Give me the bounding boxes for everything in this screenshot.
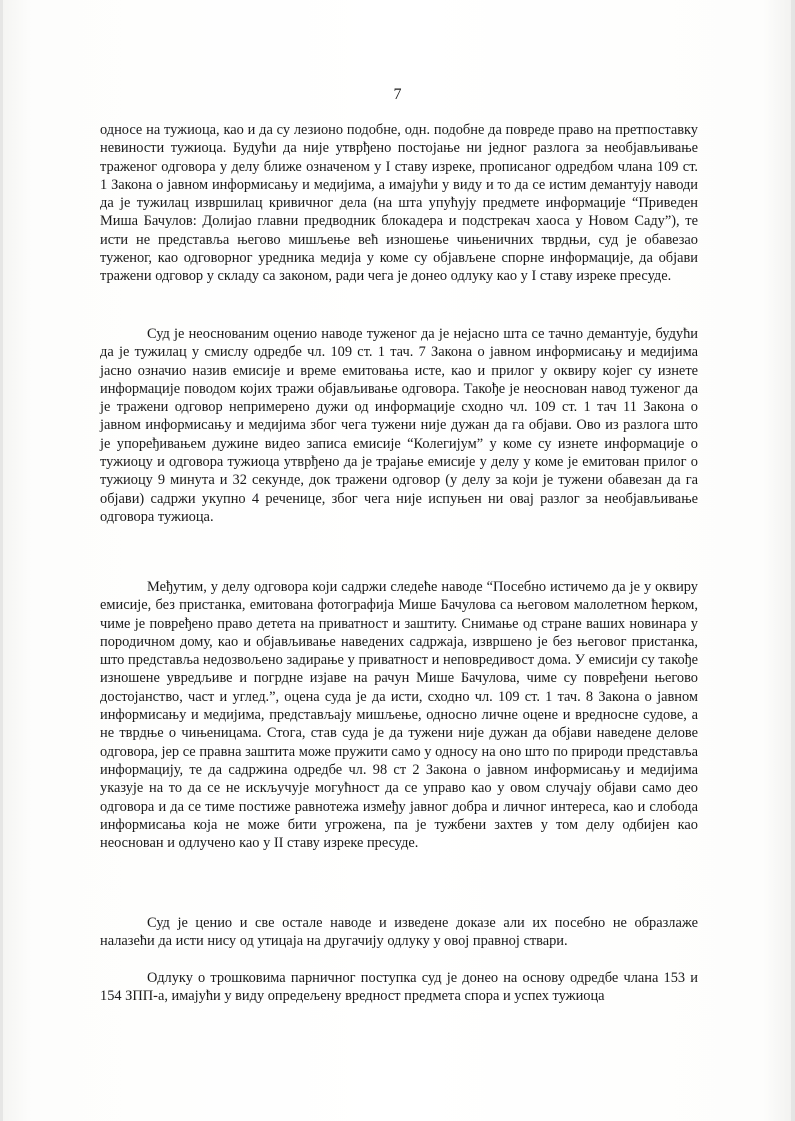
paragraph-1: односе на тужиоца, као и да су лезионо подобне, одн. подобне да повреде право на претпоставку невиности тужиоца. Будући да није утврђено постојање ни једног разлога за необјављивање траженог одговора у делу ближе означеном у I ставу изреке, прописаног одредбом члана 109 ст. 1 Закона о јавном информисању и медијима, а имајући у виду и то да се истим демантују наводи да је тужилац извршилац кривичног дела (на шта упућују предмете информације “Приведен Миша Бачулов: Долијао главни предводник блокадера и подстрекач хаоса у Новом Саду”), те исти не представља његово мишљење већ изношење чињеничних тврдњи, суд је обавезао туженог, као одговорног уредника медија у коме су објављене спорне информације, да објави тражени одговор у складу са законом, ради чега је донео одлуку као у I ставу изреке пресуде. [100, 122, 698, 285]
paragraph-5: Одлуку о трошковима парничног поступка суд је донео на основу одредбе члана 153 и 154 ЗПП-а, имајући у виду опредељену вредност предмета спора и успех тужиоца [100, 970, 698, 1005]
scan-edge-right [791, 0, 795, 1121]
page-number: 7 [393, 86, 402, 103]
scan-edge-left [0, 0, 3, 1121]
paragraph-4: Суд је ценио и све остале наводе и изведене доказе али их посебно не образлаже налазећи да исти нису од утицаја на другачију одлуку у овој правној ствари. [100, 915, 698, 950]
paragraph-2: Суд је неоснованим оценио наводе туженог да је нејасно шта се тачно демантује, будући да је тужилац у смислу одредбе чл. 109 ст. 1 тач. 7 Закона о јавном информисању и медијима јасно означио назив емисије и време емитовања исте, као и прилог у оквиру којег су изнете информације поводом којих тражи објављивање одговора. Такође је неоснован навод туженог да је тражени одговор непримерено дужи од информације сходно чл. 109 ст. 1 тач 11 Закона о јавном информисању и медијима због чега тужени није дужан да га објави. Ово из разлога што је упоређивањем дужине видео записа емисије “Колегијум” у коме су изнете информације о тужиоцу и одговора тужиоца утврђено да је трајање емисије у делу у коме је емитован прилог о тужиоцу 9 минута и 32 секунде, док тражени одговор (у делу за који је тужени обавезан да га објави) садржи укупно 4 реченице, због чега није испуњен ни овај разлог за необјављивање одговора тужиоца. [100, 326, 698, 525]
paragraph-3: Међутим, у делу одговора који садржи следеће наводе “Посебно истичемо да је у оквиру емисије, без пристанка, емитована фотографија Мише Бачулова са његовом малолетном ћерком, чиме је повређено право детета на приватност и заштиту. Снимање од стране ваших новинара у породичном дому, као и објављивање наведених садржаја, извршено је без његовог пристанка, што представља недозвољено задирање у приватност и неповредивост дома. У емисији су такође изношене увредљиве и погрдне изјаве на рачун Мише Бачулова, чиме су повређени његово достојанство, част и углед.”, оцена суда је да исти, сходно чл. 109 ст. 1 тач. 8 Закона о јавном информисању и медијима, представљају мишљење, односно личне оцене и вредносне судове, а не тврдње о чињеницама. Стога, став суда је да тужени није дужан да објави наведене делове одговора, јер се правна заштита може пружити само у односу на оно што по природи представља информацију, те да садржина одредбе чл. 98 ст 2 Закона о јавном информисању и медијима указује на то да се не искључује могућност да се управо као у овом случају објави само део одговора и да се тиме постиже равнотежа између јавног добра и личног интереса, као и слобода информисања која не може бити угрожена, па је тужбени захтев у том делу одбијен као неоснован и одлучено као у II ставу изреке пресуде. [100, 579, 698, 852]
